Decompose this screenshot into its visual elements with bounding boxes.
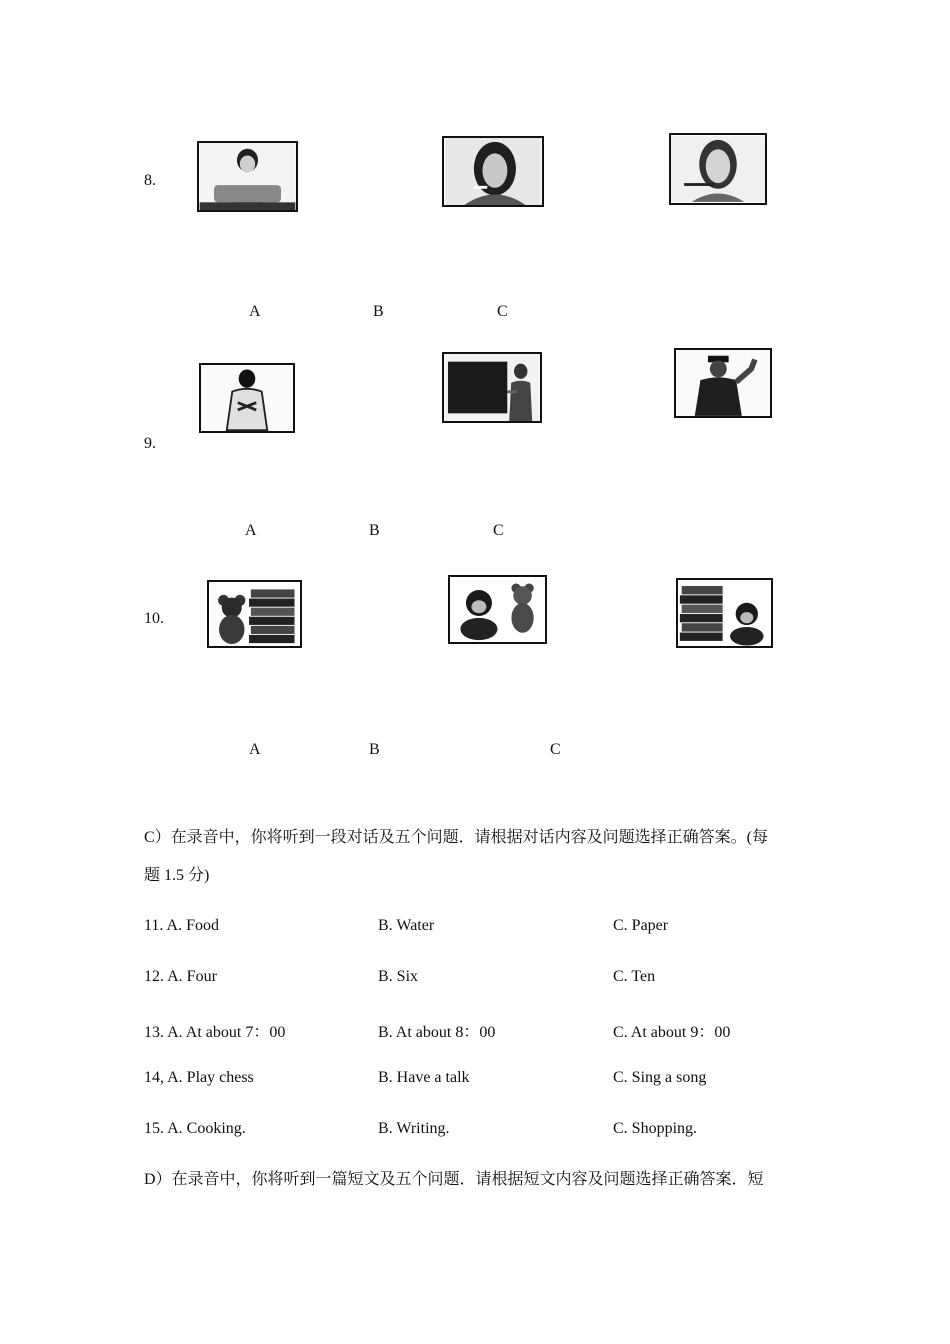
police-officer-icon <box>676 350 770 416</box>
section-c-instruction-line1: C）在录音中，你将听到一段对话及五个问题．请根据对话内容及问题选择正确答案。(每 <box>144 829 769 846</box>
q10-label-c: C <box>550 741 561 758</box>
q13-option-b: B. At about 8：00 <box>378 1024 496 1041</box>
books-and-monkey-icon <box>678 580 771 646</box>
q11-option-a: 11. A. Food <box>144 917 219 934</box>
q10-option-a-image <box>207 580 302 648</box>
q12-option-c: C. Ten <box>613 968 656 985</box>
teddy-bear-and-books-icon <box>209 582 300 646</box>
question-9-number: 9. <box>144 435 156 452</box>
q8-option-a-image <box>197 141 298 212</box>
question-10-number: 10. <box>144 610 164 627</box>
q15-option-a: 15. A. Cooking. <box>144 1120 246 1137</box>
q10-label-a: A <box>249 741 261 758</box>
q10-label-b: B <box>369 741 380 758</box>
section-d-instruction-line1: D）在录音中，你将听到一篇短文及五个问题．请根据短文内容及问题选择正确答案．短 <box>144 1171 764 1188</box>
q15-option-b: B. Writing. <box>378 1120 450 1137</box>
q9-option-b-image <box>442 352 542 423</box>
q8-label-c: C <box>497 303 508 320</box>
q9-option-c-image <box>674 348 772 418</box>
q10-option-c-image <box>676 578 773 648</box>
question-8-number: 8. <box>144 172 156 189</box>
q8-label-a: A <box>249 303 261 320</box>
woman-brushing-teeth-icon <box>671 135 765 203</box>
q9-option-a-image <box>199 363 295 433</box>
section-c-instruction-line2: 题 1.5 分) <box>144 867 210 884</box>
q13-option-c: C. At about 9：00 <box>613 1024 731 1041</box>
woman-eating-icon <box>199 143 296 210</box>
q8-option-c-image <box>669 133 767 205</box>
q14-option-b: B. Have a talk <box>378 1069 470 1086</box>
teacher-at-blackboard-icon <box>444 354 540 421</box>
q9-label-b: B <box>369 522 380 539</box>
q8-label-b: B <box>373 303 384 320</box>
q12-option-b: B. Six <box>378 968 419 985</box>
doctor-icon <box>201 365 293 431</box>
q10-option-b-image <box>448 575 547 644</box>
q15-option-c: C. Shopping. <box>613 1120 698 1137</box>
q8-option-b-image <box>442 136 544 207</box>
monkey-and-teddy-bear-icon <box>450 577 545 642</box>
q12-option-a: 12. A. Four <box>144 968 217 985</box>
q14-option-c: C. Sing a song <box>613 1069 707 1086</box>
q11-option-c: C. Paper <box>613 917 669 934</box>
q9-label-a: A <box>245 522 257 539</box>
woman-brushing-teeth-icon <box>444 138 542 205</box>
q13-option-a: 13. A. At about 7：00 <box>144 1024 286 1041</box>
q14-option-a: 14, A. Play chess <box>144 1069 254 1086</box>
q9-label-c: C <box>493 522 504 539</box>
q11-option-b: B. Water <box>378 917 435 934</box>
